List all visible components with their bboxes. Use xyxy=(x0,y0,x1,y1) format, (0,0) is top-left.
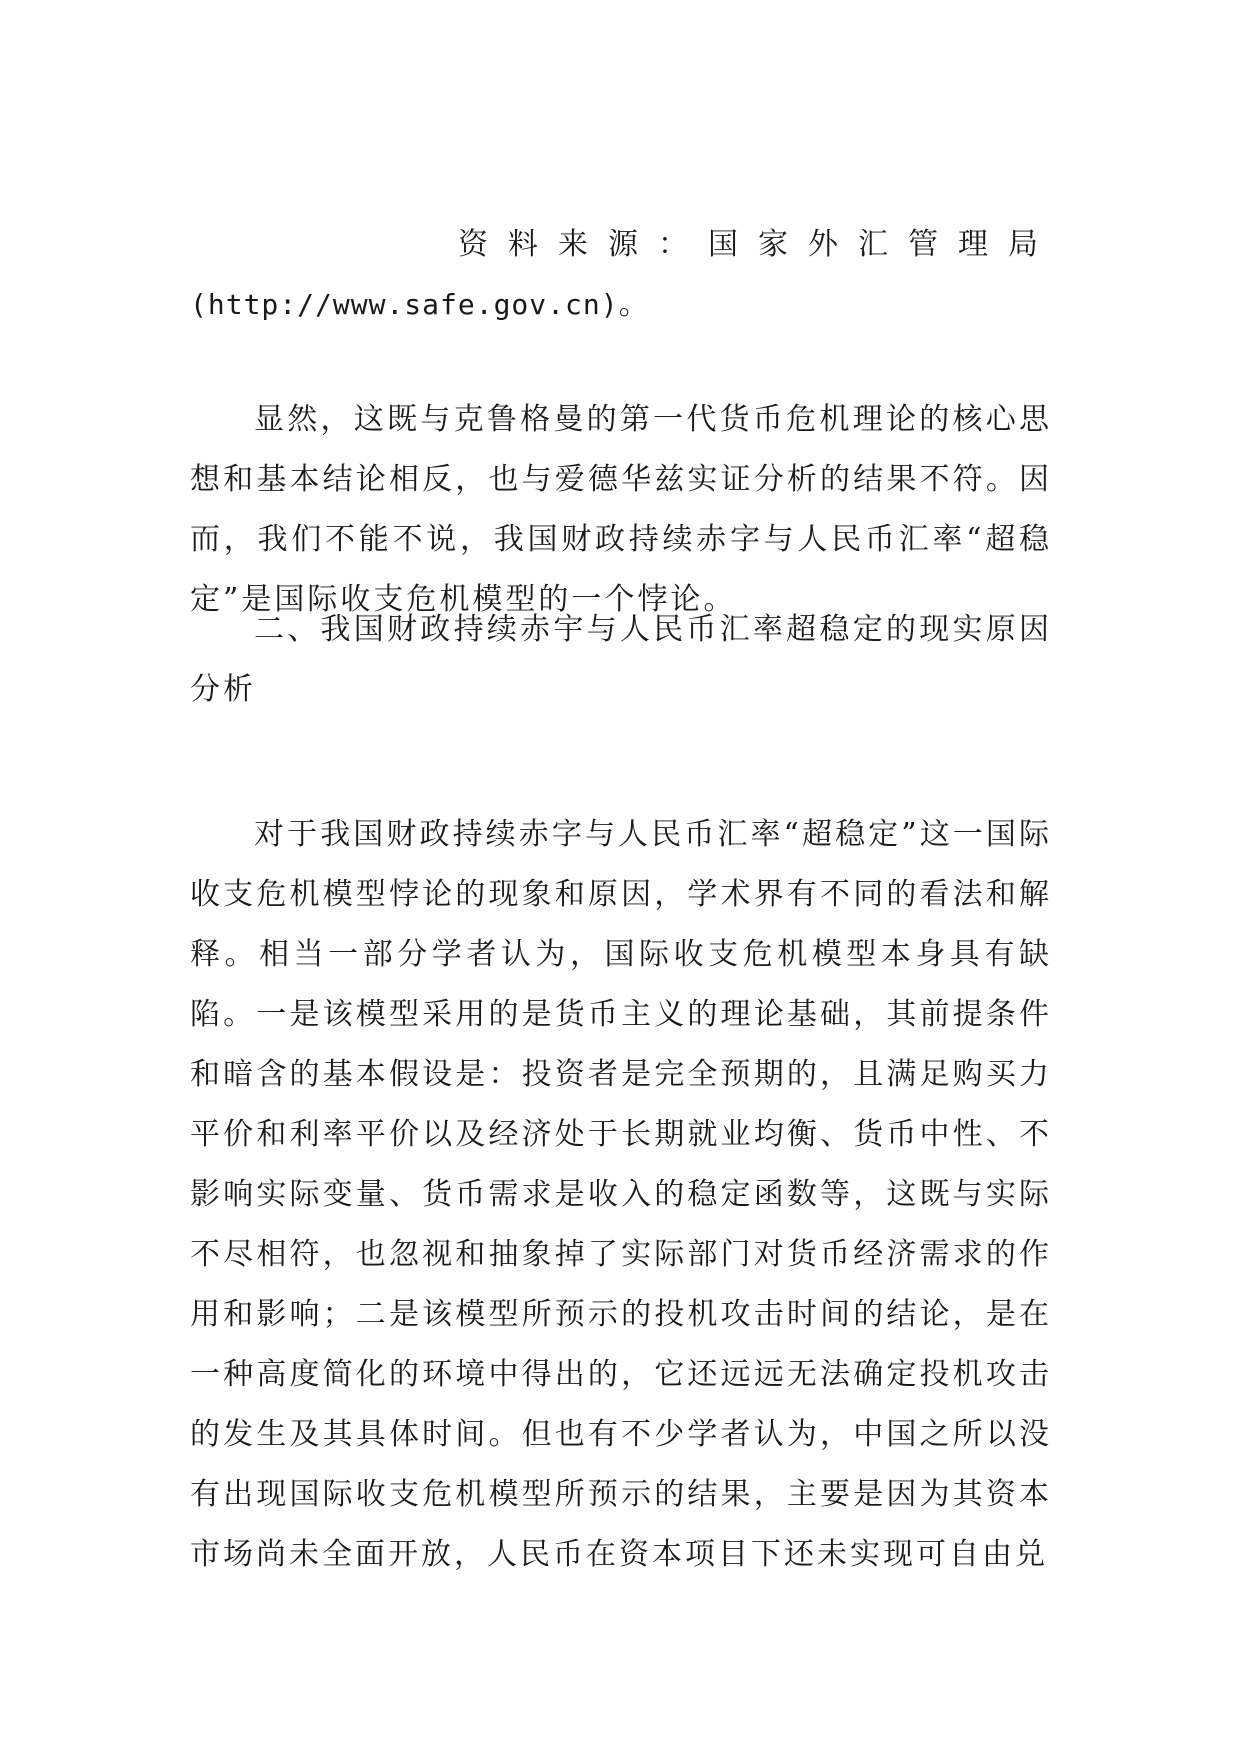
source-label: 资料来源： xyxy=(458,227,708,262)
source-url: (http://www.safe.gov.cn) xyxy=(190,288,619,321)
source-organization: 国家外汇管理局 xyxy=(708,227,1052,262)
source-end-mark: 。 xyxy=(618,287,663,322)
data-source-note xyxy=(190,215,1052,335)
section-heading: 二、我国财政持续赤宇与人民币汇率超稳定的现实原因分析 xyxy=(190,612,1052,707)
paragraph-analysis: 对于我国财政持续赤字与人民币汇率“超稳定”这一国际收支危机模型悖论的现象和原因，学术界有不同的看法和解释。相当一部分学者认为，国际收支危机模型本身具有缺陷。一是该模型采用的是货币主义的理论基础，其前提条件和暗含的基本假设是：投资者是完全预期的，且满足购买力平价和利率平价以及经济处于长期就业均衡、货币中性、不影响实际变量、货币需求是收入的稳定函数等，这既与实际不尽相符，也忽视和抽象掉了实际部门对货币经济需求的作用和影响；二是该模型所预示的投机攻击时间的结论，是在一种高度简化的环境中得出的，它还远远无法确定投机攻击的发生及其具体时间。但也有不少学者认为，中国之所以没有出现国际收支危机模型所预示的结果，主要是因为其资本市场尚未全面开放，人民币在资本项目下还未实现可自由兑 xyxy=(190,817,1052,1572)
paragraph-conclusion: 显然，这既与克鲁格曼的第一代货币危机理论的核心思想和基本结论相反，也与爱德华兹实证分析的结果不符。因而，我们不能不说，我国财政持续赤字与人民币汇率“超稳定”是国际收支危机模型的一个悖论。 xyxy=(190,402,1052,617)
